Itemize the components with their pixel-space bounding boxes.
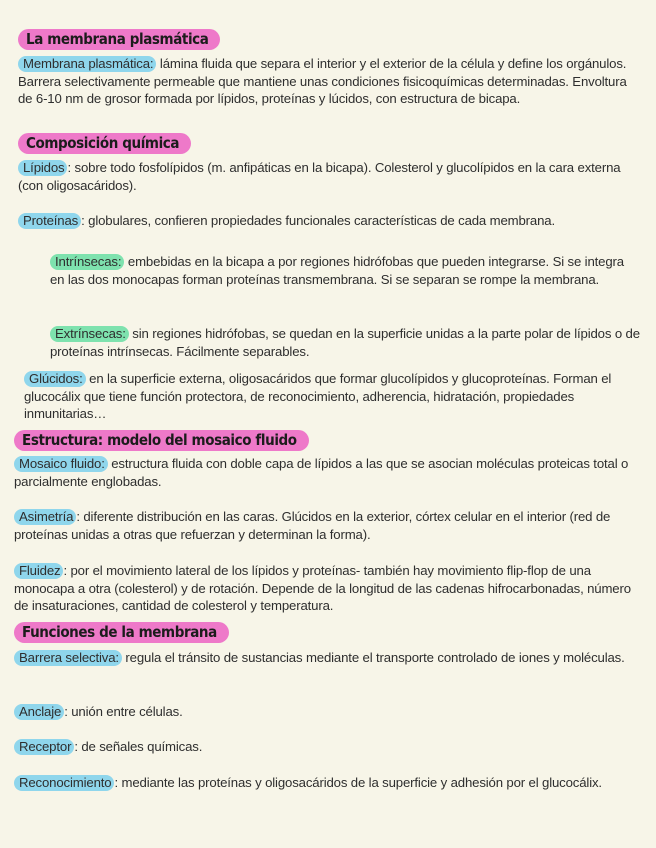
term-lipidos: Lípidos [18,160,67,176]
heading-funciones: Funciones de la membrana [14,622,229,643]
text-barrera-selectiva: regula el tránsito de sustancias mediante el transporte controlado de iones y moléculas. [121,650,625,665]
text-anclaje: : unión entre células. [64,704,183,719]
term-anclaje: Anclaje [14,704,64,720]
paragraph-anclaje [14,703,642,721]
heading-composicion-quimica: Composición química [18,133,191,154]
paragraph-glucidos [24,370,642,423]
term-receptor: Receptor [14,739,74,755]
paragraph-asimetria [14,508,642,543]
text-extrinsecas: sin regiones hidrófobas, se quedan en la superficie unidas a la parte polar de lípidos o de proteínas intrínsecas. Fácilmente separables. [50,326,640,359]
text-intrinsecas: embebidas en la bicapa a por regiones hidrófobas que pueden integrarse. Si se integra en las dos monocapas forman proteínas transmembrana. Si se separan se rompe la membrana. [50,254,624,287]
paragraph-receptor [14,738,642,756]
paragraph-barrera-selectiva [14,649,642,667]
term-barrera-selectiva: Barrera selectiva: [14,650,122,666]
text-reconocimiento: : mediante las proteínas y oligosacáridos de la superficie y adhesión por el glucocálix. [114,775,602,790]
term-intrinsecas: Intrínsecas: [50,254,124,270]
paragraph-lipidos [18,159,643,194]
text-mosaico-fluido: estructura fluida con doble capa de lípidos a las que se asocian moléculas proteicas total o parcialmente englobadas. [14,456,629,489]
paragraph-extrinsecas [50,325,640,360]
text-asimetria: : diferente distribución en las caras. Glúcidos en la exterior, córtex celular en el interior (red de proteínas unidas a otras que refuerzan y determinan la forma). [14,509,611,542]
text-receptor: : de señales químicas. [74,739,203,754]
paragraph-mosaico-fluido [14,455,642,490]
text-lipidos: : sobre todo fosfolípidos (m. anfipáticas en la bicapa). Colesterol y glucolípidos en la cara externa (con oligosacáridos). [18,160,621,193]
term-fluidez: Fluidez [14,563,63,579]
paragraph-proteinas [18,212,643,230]
heading-estructura: Estructura: modelo del mosaico fluido [14,430,309,451]
term-membrana-plasmatica: Membrana plasmática: [18,56,156,72]
text-membrana-plasmatica: lámina fluida que separa el interior y el exterior de la célula y define los orgánulos. Barrera selectivamente permeable que mantiene unas condiciones fisicoquímicas determinadas. Envoltura de 6-10 nm de grosor formada por lípidos, proteínas y lúcidos, con estructura de bicapa. [18,56,627,107]
heading-membrana-plasmatica: La membrana plasmática [18,29,220,50]
text-fluidez: : por el movimiento lateral de los lípidos y proteínas- también hay movimiento flip-flop de una monocapa a otra (colesterol) y de rotación. Depende de la longitud de las cadenas hifrocarbonadas, número de insaturaciones, cantidad de colesterol y temperatura. [14,563,631,614]
term-glucidos: Glúcidos: [24,371,86,387]
term-reconocimiento: Reconocimiento [14,775,114,791]
paragraph-fluidez [14,562,642,615]
paragraph-membrana-definicion [18,55,643,108]
text-proteinas: : globulares, confieren propiedades funcionales características de cada membrana. [81,213,555,228]
paragraph-intrinsecas [50,253,640,288]
term-asimetria: Asimetría [14,509,76,525]
text-glucidos: en la superficie externa, oligosacáridos que formar glucolípidos y glucoproteínas. Forman el glucocálix que tiene función protectora, de reconocimiento, adherencia, hidratación, propiedades inmunitarias… [24,371,612,422]
term-mosaico-fluido: Mosaico fluido: [14,456,108,472]
term-extrinsecas: Extrínsecas: [50,326,129,342]
paragraph-reconocimiento [14,774,642,792]
term-proteinas: Proteínas [18,213,81,229]
